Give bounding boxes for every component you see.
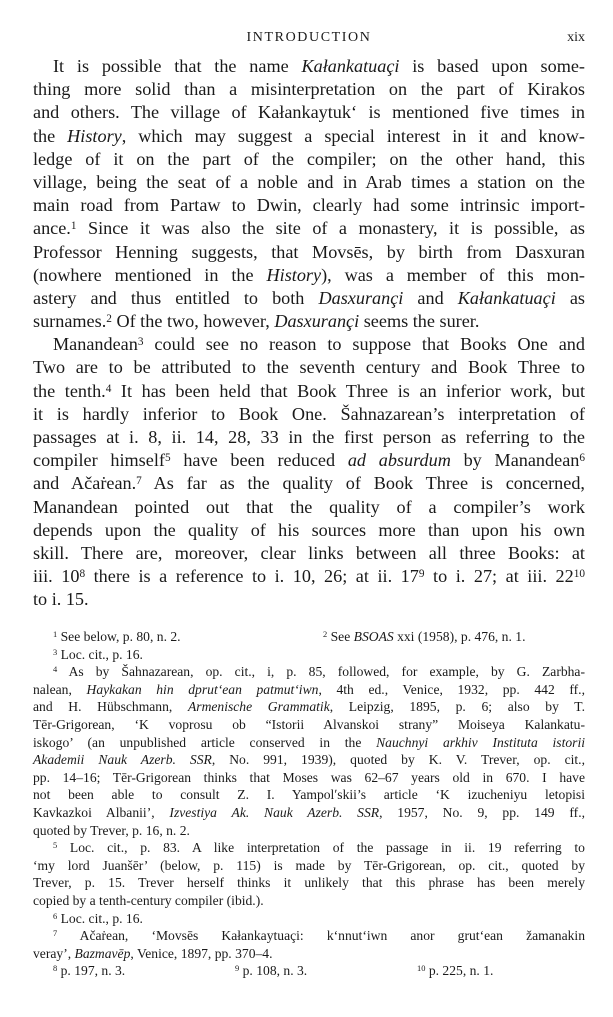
footnote-line: not been able to consult Z. I. Yampolʹskii’s article ‘K izucheniyu letopisi xyxy=(33,787,585,803)
footnote-text: p. 108, n. 3. xyxy=(242,963,308,979)
footnote-line: Tēr-Grigorean, ‘K voprosu ob “Istorii Alvanskoi strany” Moiseya Kalankatu- xyxy=(33,716,585,732)
text-line: ledge of it on the part of the compiler; on the other hand, this xyxy=(33,148,585,169)
footnote-line: copied by a tenth-century compiler (ibid.). xyxy=(33,892,264,908)
footnote-4 xyxy=(33,663,585,839)
footnote-text: p. 225, n. 1. xyxy=(428,963,494,979)
italic-term: Bazmavēp xyxy=(74,945,131,961)
footnote-ref: 9 xyxy=(418,568,425,581)
text-line: (nowhere mentioned in the History), was a member of this mon- xyxy=(33,264,585,285)
footnote-mark: 1 xyxy=(53,629,58,640)
footnote-ref: 10 xyxy=(573,568,585,581)
footnote-text: As by Šahnazarean, op. cit., i, p. 85, followed, for example, by G. Zarbha- xyxy=(68,664,585,680)
italic-term: Kałankatuaçi xyxy=(301,56,400,76)
text-line: the tenth.$^4$ It has been held that Book Three is an inferior work, but xyxy=(33,380,585,401)
text-line: surnames.$^2$ Of the two, however, Dasxurançi seems the surer. xyxy=(33,311,480,332)
text-line: Manandean$^3$ could see no reason to suppose that Books One and xyxy=(53,334,585,355)
italic-term: History xyxy=(67,125,122,146)
italic-term: ad absurdum xyxy=(347,450,451,471)
footnote-text: Ačaṙean, ‘Movsēs Kałankaytuaçi: kʻnnutʻiwn anor grutʻean žamanakin xyxy=(79,928,585,944)
text-line: the History, which may suggest a special interest in it and know- xyxy=(33,125,585,146)
page-header xyxy=(33,30,585,50)
footnote-text: Loc. cit., p. 16. xyxy=(60,910,143,926)
page-number: xix xyxy=(567,30,585,45)
footnote-line xyxy=(33,663,585,681)
text-line: Two are to be attributed to the seventh century and Book Three to xyxy=(33,357,585,378)
text-line: compiler himself$^5$ have been reduced ad absurdum by Manandean$^6$ xyxy=(33,450,586,471)
text-line: and others. The village of Kałankaytukʻ is mentioned five times in xyxy=(33,102,585,123)
italic-term: Izvestiya Ak. Nauk Azerb. SSR xyxy=(169,804,380,820)
footnote-ref: 3 xyxy=(137,336,144,349)
footnote-text: See below, p. 80, n. 2. xyxy=(60,629,181,644)
text-line: to i. 15. xyxy=(33,589,89,610)
text-line: thing more solid than a misinterpretation on the part of Kirakos xyxy=(33,79,585,100)
text-line: Manandean pointed out that the quality of a compiler’s work xyxy=(33,496,585,517)
paragraph-1 xyxy=(33,55,585,333)
text-line: astery and thus entitled to both Dasxurançi and Kałankatuaçi as xyxy=(33,287,586,308)
footnotes xyxy=(33,628,585,980)
footnote-1 xyxy=(53,628,323,646)
footnote-line xyxy=(33,839,585,857)
italic-term: Nauchnyi arkhiv Instituta istorii xyxy=(376,734,585,750)
footnote-10 xyxy=(417,962,493,980)
text-line: and Ačaṙean.$^7$ As far as the quality of Book Three is concerned, xyxy=(33,473,585,494)
running-head: INTRODUCTION xyxy=(246,30,372,45)
footnote-text: See xyxy=(330,629,354,644)
footnote-mark: 2 xyxy=(323,629,328,640)
text-line: depends upon the quality of his sources more than upon his own xyxy=(33,519,585,540)
text-line: ance.$^1$ Since it was also the site of a monastery, it is possible, as xyxy=(33,218,585,239)
footnote-mark: 10 xyxy=(417,963,426,974)
footnote-ref: 7 xyxy=(136,475,142,488)
text-line: It is possible that the name Kałankatuaçi is based upon some- xyxy=(53,56,585,76)
footnote-mark: 6 xyxy=(53,910,58,921)
footnote-text: Loc. cit., p. 16. xyxy=(60,646,143,662)
footnote-text: p. 197, n. 3. xyxy=(60,963,126,979)
footnote-line: Kavkazkoi Albanii’, Izvestiya Ak. Nauk Azerb. SSR, 1957, No. 9, pp. 149 ff., xyxy=(33,804,585,820)
italic-term: Dasxurançi xyxy=(318,287,404,308)
footnote-line: Trever, p. 15. Trever herself thinks it unlikely that this phrase has been merely xyxy=(33,875,585,891)
footnote-mark: 5 xyxy=(53,840,58,851)
paragraph-2 xyxy=(33,333,585,611)
text-line: Professor Henning suggests, that Movsēs, by birth from Dasxuran xyxy=(33,241,585,262)
footnote-ref: 1 xyxy=(70,220,77,233)
footnote-5 xyxy=(33,839,585,909)
text-line: iii. $10^8$ there is a reference to i. 10, 26; at ii. $17^9$ to i. 27; at iii. $22^{10}$ xyxy=(33,566,585,587)
footnote-6 xyxy=(33,910,585,928)
footnote-9 xyxy=(235,962,417,980)
footnote-mark: 9 xyxy=(235,963,240,974)
footnote-8 xyxy=(53,962,235,980)
text-line: skill. There are, moreover, clear links between all three Books: at xyxy=(33,542,585,563)
footnote-ref: 2 xyxy=(106,313,112,325)
footnote-2 xyxy=(323,628,525,646)
italic-term: Kałankatuaçi xyxy=(457,287,556,308)
italic-term: Haykakan hin dprutʻean patmutʻiwn xyxy=(86,681,319,697)
footnote-mark: 8 xyxy=(53,963,58,974)
italic-term: Armenische Grammatik xyxy=(187,699,330,715)
footnote-ref: 4 xyxy=(105,382,112,395)
footnote-ref: 5 xyxy=(164,452,171,465)
footnote-ref: 6 xyxy=(579,452,586,465)
italic-term: History xyxy=(266,264,322,285)
footnote-mark: 4 xyxy=(53,664,58,675)
footnote-line: pp. 14–16; Tēr-Grigorean thinks that Moses was 62–67 years old in 670. I have xyxy=(33,769,585,785)
footnote-7 xyxy=(33,927,585,962)
footnote-row-1-2 xyxy=(33,628,585,646)
footnote-line: ‘my lord Juanšēr’ (below, p. 115) is made by Tēr-Grigorean, op. cit., quoted by xyxy=(33,857,585,873)
footnote-line: iskogo’ (an unpublished article conserved in the Nauchnyi arkhiv Instituta istorii xyxy=(33,734,585,750)
footnote-text: Loc. cit., p. 83. A like interpretation of the passage in ii. 19 referring to xyxy=(69,840,585,856)
italic-term: Dasxurançi xyxy=(274,311,360,332)
italic-term: Akademii Nauk Azerb. SSR xyxy=(33,752,212,768)
text-line: it is hardly inferior to Book One. Šahnazarean’s interpretation of xyxy=(33,403,585,424)
footnote-row-8-10 xyxy=(33,962,585,980)
text-line: village, being the seat of a noble and in Arab times a station on the xyxy=(33,171,585,192)
text-line: passages at i. 8, ii. 14, 28, 33 in the first person as referring to the xyxy=(33,427,585,447)
footnote-ref: 8 xyxy=(79,568,86,581)
footnote-mark: 7 xyxy=(53,928,58,939)
footnote-3 xyxy=(33,646,585,664)
footnote-line: veray’, Bazmavēp, Venice, 1897, pp. 370–4. xyxy=(33,945,273,961)
footnote-line: and H. Hübschmann, Armenische Grammatik, Leipzig, 1895, p. 6; also by T. xyxy=(33,699,585,715)
text-line: main road from Partaw to Dwin, clearly had some intrinsic import- xyxy=(33,195,585,216)
journal-title: BSOAS xyxy=(353,629,394,644)
main-text xyxy=(33,55,585,612)
footnote-line: nalean, Haykakan hin dprutʻean patmutʻiwn, 4th ed., Venice, 1932, pp. 442 ff., xyxy=(33,681,585,697)
footnote-line xyxy=(33,927,585,945)
footnote-text: xxi (1958), p. 476, n. 1. xyxy=(393,629,526,644)
footnote-mark: 3 xyxy=(53,646,58,657)
footnote-line: Akademii Nauk Azerb. SSR, No. 991, 1939), quoted by K. V. Trever, op. cit., xyxy=(33,752,585,768)
footnote-line: quoted by Trever, p. 16, n. 2. xyxy=(33,822,190,838)
